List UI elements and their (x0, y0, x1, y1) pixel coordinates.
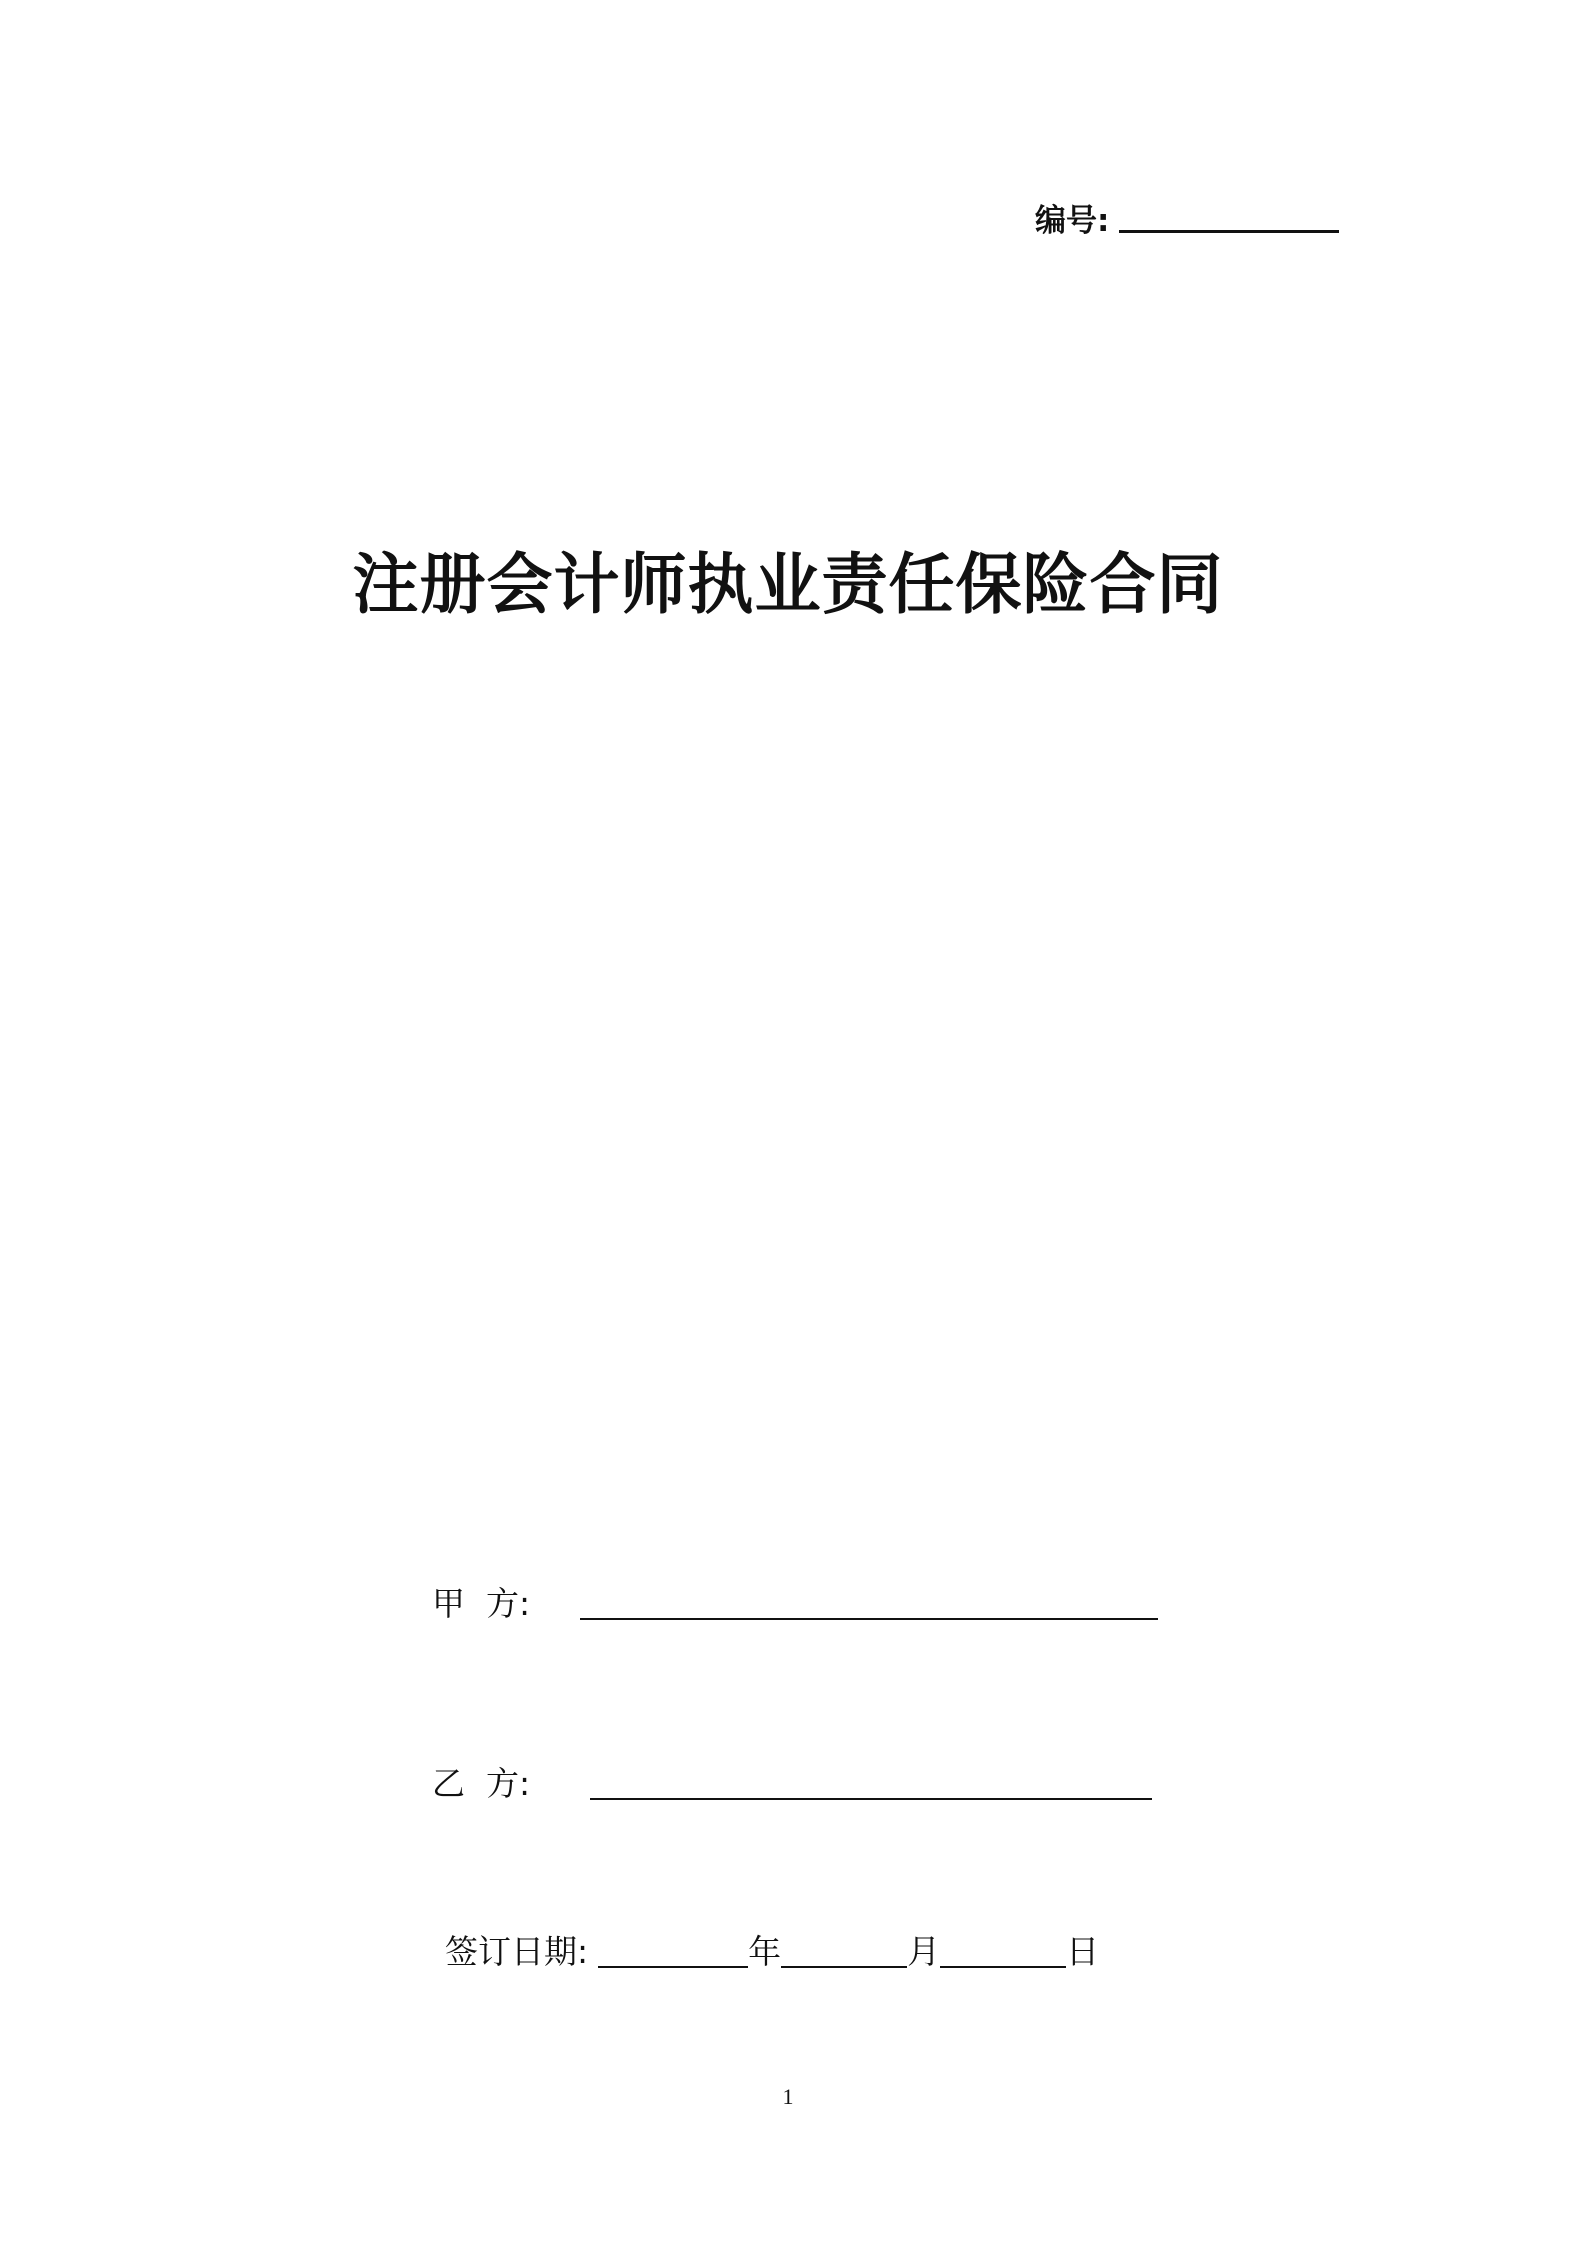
contract-number-blank (1119, 230, 1339, 233)
party-a-blank (580, 1618, 1158, 1620)
signing-date-label: 签订日期: (445, 1932, 589, 1971)
signing-year-blank (598, 1966, 748, 1968)
party-b-blank (590, 1798, 1152, 1800)
contract-number-label: 编号: (1035, 203, 1110, 239)
contract-number-row (1035, 193, 1339, 241)
signing-month-blank (781, 1966, 907, 1968)
signing-day-blank (940, 1966, 1066, 1968)
signing-date-row (445, 1930, 1099, 1974)
document-title: 注册会计师执业责任保险合同 (352, 546, 1224, 623)
party-a-row (432, 1582, 1158, 1626)
signing-month-label: 月 (907, 1932, 941, 1971)
party-a-label: 甲 方: (432, 1584, 531, 1623)
party-b-row (432, 1762, 1152, 1806)
party-b-label: 乙 方: (432, 1764, 531, 1803)
signing-year-label: 年 (748, 1932, 782, 1971)
signing-day-label: 日 (1066, 1932, 1100, 1971)
page-number: 1 (782, 2084, 794, 2109)
